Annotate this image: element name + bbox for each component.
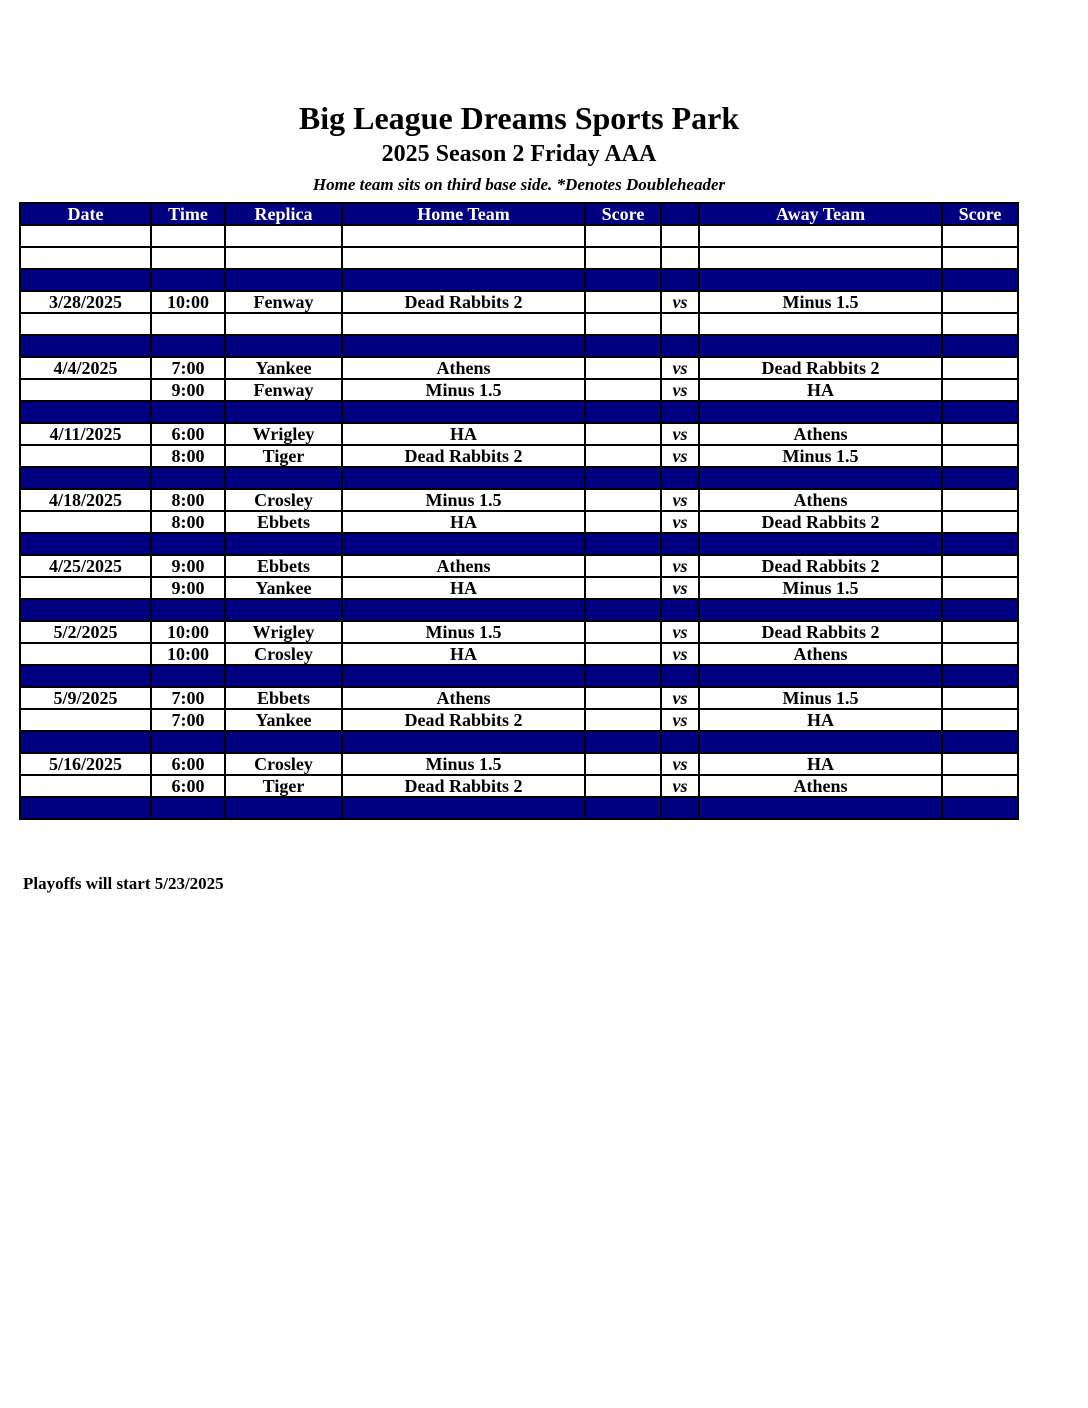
away-team-cell	[699, 533, 942, 555]
separator-row	[20, 797, 1018, 819]
home-team-cell	[342, 797, 585, 819]
away-score-cell	[942, 753, 1018, 775]
away-team-cell: Athens	[699, 423, 942, 445]
replica-cell: Tiger	[225, 775, 342, 797]
away-team-cell	[699, 335, 942, 357]
schedule-table	[19, 202, 1019, 820]
home-score-cell	[585, 797, 661, 819]
blank-row	[20, 225, 1018, 247]
home-team-cell: Minus 1.5	[342, 379, 585, 401]
away-score-cell	[942, 313, 1018, 335]
table-row	[20, 489, 1018, 511]
table-row	[20, 643, 1018, 665]
replica-cell: Ebbets	[225, 687, 342, 709]
home-score-cell	[585, 357, 661, 379]
vs-cell: vs	[661, 357, 699, 379]
time-cell: 8:00	[151, 489, 225, 511]
home-score-cell	[585, 753, 661, 775]
home-team-cell: HA	[342, 423, 585, 445]
time-cell: 7:00	[151, 687, 225, 709]
time-cell: 7:00	[151, 709, 225, 731]
away-score-cell	[942, 445, 1018, 467]
replica-cell: Ebbets	[225, 511, 342, 533]
table-row	[20, 753, 1018, 775]
away-score-cell	[942, 687, 1018, 709]
away-team-cell	[699, 401, 942, 423]
time-cell	[151, 467, 225, 489]
header-home-score: Score	[585, 203, 661, 225]
date-cell	[20, 445, 151, 467]
away-score-cell	[942, 291, 1018, 313]
header-row	[20, 203, 1018, 225]
vs-cell	[661, 599, 699, 621]
replica-cell	[225, 401, 342, 423]
home-score-cell	[585, 423, 661, 445]
home-score-cell	[585, 379, 661, 401]
home-team-cell: Minus 1.5	[342, 621, 585, 643]
vs-cell: vs	[661, 489, 699, 511]
away-score-cell	[942, 577, 1018, 599]
home-team-cell: HA	[342, 577, 585, 599]
separator-row	[20, 665, 1018, 687]
home-team-cell: Dead Rabbits 2	[342, 775, 585, 797]
home-team-cell	[342, 247, 585, 269]
vs-cell	[661, 225, 699, 247]
time-cell: 6:00	[151, 775, 225, 797]
time-cell	[151, 599, 225, 621]
home-score-cell	[585, 643, 661, 665]
blank-row	[20, 313, 1018, 335]
replica-cell: Yankee	[225, 577, 342, 599]
replica-cell	[225, 599, 342, 621]
home-team-cell	[342, 401, 585, 423]
table-row	[20, 445, 1018, 467]
time-cell	[151, 225, 225, 247]
home-team-cell: HA	[342, 643, 585, 665]
home-score-cell	[585, 225, 661, 247]
home-score-cell	[585, 467, 661, 489]
away-score-cell	[942, 775, 1018, 797]
date-cell	[20, 665, 151, 687]
away-score-cell	[942, 269, 1018, 291]
replica-cell	[225, 797, 342, 819]
time-cell: 6:00	[151, 423, 225, 445]
replica-cell	[225, 247, 342, 269]
home-score-cell	[585, 489, 661, 511]
time-cell	[151, 313, 225, 335]
away-team-cell: Dead Rabbits 2	[699, 621, 942, 643]
away-score-cell	[942, 555, 1018, 577]
table-row	[20, 621, 1018, 643]
home-score-cell	[585, 313, 661, 335]
time-cell	[151, 269, 225, 291]
away-score-cell	[942, 797, 1018, 819]
home-team-cell	[342, 533, 585, 555]
header-home-team: Home Team	[342, 203, 585, 225]
home-score-cell	[585, 269, 661, 291]
vs-cell: vs	[661, 511, 699, 533]
date-cell	[20, 533, 151, 555]
home-team-cell: Dead Rabbits 2	[342, 709, 585, 731]
vs-cell: vs	[661, 709, 699, 731]
date-cell: 4/18/2025	[20, 489, 151, 511]
time-cell: 8:00	[151, 445, 225, 467]
home-team-cell	[342, 467, 585, 489]
away-team-cell: Athens	[699, 775, 942, 797]
away-team-cell: Minus 1.5	[699, 687, 942, 709]
away-team-cell: Dead Rabbits 2	[699, 511, 942, 533]
home-team-cell	[342, 665, 585, 687]
date-cell: 5/2/2025	[20, 621, 151, 643]
away-team-cell: Minus 1.5	[699, 577, 942, 599]
date-cell: 5/16/2025	[20, 753, 151, 775]
home-score-cell	[585, 247, 661, 269]
replica-cell: Tiger	[225, 445, 342, 467]
away-team-cell: Dead Rabbits 2	[699, 555, 942, 577]
date-cell: 3/28/2025	[20, 291, 151, 313]
home-team-cell: Dead Rabbits 2	[342, 291, 585, 313]
away-team-cell	[699, 467, 942, 489]
header-vs	[661, 203, 699, 225]
header-away-score: Score	[942, 203, 1018, 225]
header-date: Date	[20, 203, 151, 225]
replica-cell: Fenway	[225, 379, 342, 401]
vs-cell: vs	[661, 753, 699, 775]
replica-cell: Wrigley	[225, 423, 342, 445]
away-score-cell	[942, 247, 1018, 269]
vs-cell	[661, 247, 699, 269]
away-team-cell: Athens	[699, 643, 942, 665]
vs-cell: vs	[661, 621, 699, 643]
home-score-cell	[585, 775, 661, 797]
time-cell: 7:00	[151, 357, 225, 379]
away-score-cell	[942, 379, 1018, 401]
separator-row	[20, 335, 1018, 357]
time-cell: 10:00	[151, 643, 225, 665]
home-score-cell	[585, 687, 661, 709]
away-score-cell	[942, 357, 1018, 379]
time-cell: 9:00	[151, 379, 225, 401]
home-team-cell: Minus 1.5	[342, 753, 585, 775]
away-score-cell	[942, 401, 1018, 423]
time-cell: 6:00	[151, 753, 225, 775]
home-score-cell	[585, 555, 661, 577]
replica-cell	[225, 335, 342, 357]
time-cell	[151, 401, 225, 423]
replica-cell: Yankee	[225, 357, 342, 379]
home-score-cell	[585, 445, 661, 467]
home-score-cell	[585, 621, 661, 643]
page-title: Big League Dreams Sports Park	[298, 100, 740, 136]
away-team-cell	[699, 599, 942, 621]
date-cell	[20, 313, 151, 335]
date-cell	[20, 379, 151, 401]
away-team-cell: Minus 1.5	[699, 445, 942, 467]
away-team-cell: HA	[699, 753, 942, 775]
time-cell	[151, 247, 225, 269]
home-team-cell: Athens	[342, 555, 585, 577]
home-team-cell: Minus 1.5	[342, 489, 585, 511]
date-cell	[20, 335, 151, 357]
table-row	[20, 555, 1018, 577]
table-row	[20, 357, 1018, 379]
vs-cell	[661, 797, 699, 819]
vs-cell	[661, 731, 699, 753]
away-score-cell	[942, 489, 1018, 511]
home-team-cell: HA	[342, 511, 585, 533]
table-row	[20, 775, 1018, 797]
home-team-cell	[342, 225, 585, 247]
replica-cell	[225, 731, 342, 753]
time-cell: 8:00	[151, 511, 225, 533]
date-cell	[20, 269, 151, 291]
away-score-cell	[942, 731, 1018, 753]
vs-cell	[661, 335, 699, 357]
separator-row	[20, 269, 1018, 291]
header-replica: Replica	[225, 203, 342, 225]
away-team-cell: Athens	[699, 489, 942, 511]
vs-cell: vs	[661, 291, 699, 313]
home-team-cell	[342, 269, 585, 291]
date-cell	[20, 247, 151, 269]
home-score-cell	[585, 665, 661, 687]
date-cell	[20, 577, 151, 599]
replica-cell: Crosley	[225, 753, 342, 775]
away-team-cell: Minus 1.5	[699, 291, 942, 313]
date-cell	[20, 775, 151, 797]
separator-row	[20, 731, 1018, 753]
table-row	[20, 709, 1018, 731]
away-team-cell: HA	[699, 379, 942, 401]
away-score-cell	[942, 423, 1018, 445]
table-row	[20, 687, 1018, 709]
away-team-cell	[699, 797, 942, 819]
replica-cell: Crosley	[225, 489, 342, 511]
vs-cell	[661, 467, 699, 489]
away-score-cell	[942, 335, 1018, 357]
away-score-cell	[942, 709, 1018, 731]
separator-row	[20, 533, 1018, 555]
away-score-cell	[942, 621, 1018, 643]
home-team-cell	[342, 731, 585, 753]
date-cell: 5/9/2025	[20, 687, 151, 709]
home-score-cell	[585, 533, 661, 555]
away-score-cell	[942, 599, 1018, 621]
home-score-cell	[585, 511, 661, 533]
home-score-cell	[585, 335, 661, 357]
away-team-cell	[699, 247, 942, 269]
schedule-body	[20, 225, 1018, 819]
vs-cell: vs	[661, 379, 699, 401]
away-score-cell	[942, 665, 1018, 687]
date-cell	[20, 225, 151, 247]
time-cell	[151, 731, 225, 753]
replica-cell	[225, 665, 342, 687]
away-score-cell	[942, 643, 1018, 665]
home-team-cell: Athens	[342, 357, 585, 379]
time-cell: 10:00	[151, 621, 225, 643]
date-cell	[20, 511, 151, 533]
home-score-cell	[585, 709, 661, 731]
away-team-cell: HA	[699, 709, 942, 731]
schedule-note: Home team sits on third base side. *Denotes Doubleheader	[312, 175, 726, 194]
replica-cell	[225, 533, 342, 555]
replica-cell: Crosley	[225, 643, 342, 665]
vs-cell: vs	[661, 423, 699, 445]
date-cell	[20, 643, 151, 665]
separator-row	[20, 599, 1018, 621]
away-score-cell	[942, 467, 1018, 489]
vs-cell: vs	[661, 577, 699, 599]
away-score-cell	[942, 533, 1018, 555]
table-row	[20, 511, 1018, 533]
away-team-cell	[699, 269, 942, 291]
table-row	[20, 379, 1018, 401]
replica-cell: Wrigley	[225, 621, 342, 643]
date-cell	[20, 709, 151, 731]
away-score-cell	[942, 511, 1018, 533]
away-team-cell	[699, 665, 942, 687]
date-cell: 4/4/2025	[20, 357, 151, 379]
replica-cell	[225, 467, 342, 489]
replica-cell	[225, 225, 342, 247]
date-cell: 4/25/2025	[20, 555, 151, 577]
home-team-cell: Athens	[342, 687, 585, 709]
date-cell: 4/11/2025	[20, 423, 151, 445]
date-cell	[20, 599, 151, 621]
time-cell	[151, 665, 225, 687]
home-score-cell	[585, 577, 661, 599]
away-team-cell	[699, 225, 942, 247]
replica-cell	[225, 269, 342, 291]
time-cell	[151, 797, 225, 819]
vs-cell	[661, 269, 699, 291]
away-team-cell: Dead Rabbits 2	[699, 357, 942, 379]
home-team-cell	[342, 599, 585, 621]
header-time: Time	[151, 203, 225, 225]
time-cell: 9:00	[151, 555, 225, 577]
date-cell	[20, 731, 151, 753]
time-cell	[151, 335, 225, 357]
replica-cell	[225, 313, 342, 335]
home-score-cell	[585, 401, 661, 423]
vs-cell	[661, 313, 699, 335]
home-score-cell	[585, 731, 661, 753]
home-team-cell: Dead Rabbits 2	[342, 445, 585, 467]
away-team-cell	[699, 313, 942, 335]
vs-cell: vs	[661, 445, 699, 467]
vs-cell	[661, 533, 699, 555]
vs-cell: vs	[661, 555, 699, 577]
home-score-cell	[585, 599, 661, 621]
home-team-cell	[342, 313, 585, 335]
date-cell	[20, 401, 151, 423]
table-row	[20, 291, 1018, 313]
away-team-cell	[699, 731, 942, 753]
table-row	[20, 423, 1018, 445]
home-team-cell	[342, 335, 585, 357]
date-cell	[20, 467, 151, 489]
vs-cell	[661, 401, 699, 423]
separator-row	[20, 467, 1018, 489]
page-subtitle: 2025 Season 2 Friday AAA	[381, 141, 657, 167]
away-score-cell	[942, 225, 1018, 247]
header-away-team: Away Team	[699, 203, 942, 225]
replica-cell: Ebbets	[225, 555, 342, 577]
vs-cell: vs	[661, 687, 699, 709]
time-cell	[151, 533, 225, 555]
replica-cell: Fenway	[225, 291, 342, 313]
replica-cell: Yankee	[225, 709, 342, 731]
separator-row	[20, 401, 1018, 423]
vs-cell	[661, 665, 699, 687]
time-cell: 9:00	[151, 577, 225, 599]
date-cell	[20, 797, 151, 819]
time-cell: 10:00	[151, 291, 225, 313]
home-score-cell	[585, 291, 661, 313]
table-row	[20, 577, 1018, 599]
vs-cell: vs	[661, 643, 699, 665]
vs-cell: vs	[661, 775, 699, 797]
playoffs-note: Playoffs will start 5/23/2025	[23, 874, 224, 893]
blank-row	[20, 247, 1018, 269]
